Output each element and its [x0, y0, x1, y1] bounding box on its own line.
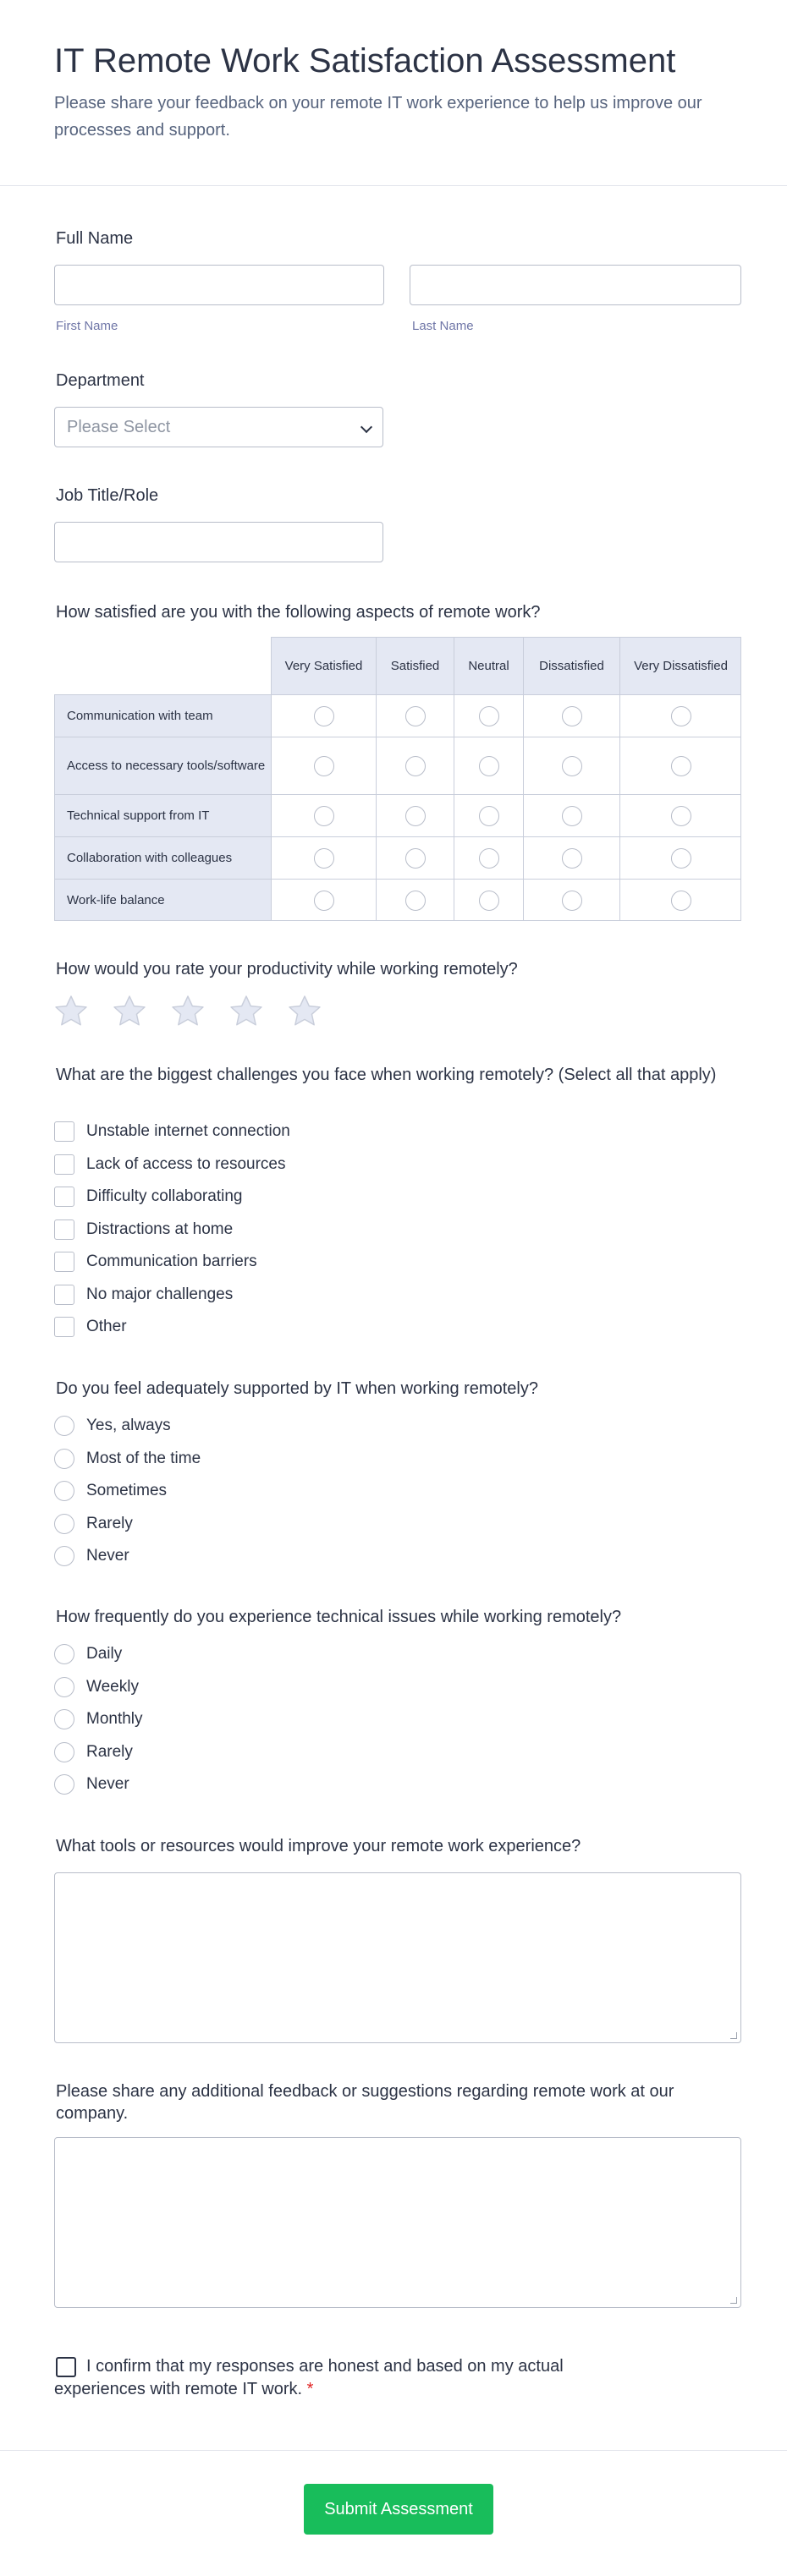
- option-label: Communication barriers: [86, 1252, 257, 1270]
- checkbox[interactable]: [54, 1121, 74, 1142]
- option-label: Lack of access to resources: [86, 1154, 286, 1173]
- form-subtitle: Please share your feedback on your remote IT work experience to help us improve our processes and support.: [54, 94, 702, 140]
- checkbox-option[interactable]: [54, 1316, 127, 1338]
- star-icon[interactable]: [52, 993, 90, 1030]
- full-name-label: Full Name: [56, 229, 134, 248]
- option-label: Never: [86, 1775, 129, 1793]
- checkbox-option[interactable]: [54, 1186, 242, 1208]
- radio-option[interactable]: [54, 1773, 129, 1795]
- option-label: Sometimes: [86, 1482, 168, 1499]
- checkbox-option[interactable]: [54, 1284, 233, 1306]
- checkbox[interactable]: [54, 1252, 74, 1272]
- matrix-row-text: Technical support from IT: [67, 808, 210, 823]
- last-name-input[interactable]: [410, 265, 741, 305]
- star-icon[interactable]: [169, 993, 206, 1030]
- radio-button[interactable]: [54, 1709, 74, 1729]
- frequency-question: How frequently do you experience technical issues while working remotely?: [56, 1608, 622, 1626]
- form-header: [0, 0, 787, 186]
- radio-option[interactable]: [54, 1415, 171, 1437]
- radio-button[interactable]: [54, 1677, 74, 1697]
- checkbox-option[interactable]: [54, 1251, 257, 1273]
- option-label: Daily: [86, 1645, 123, 1663]
- confirm-text: I confirm that my responses are honest and based on my actual experiences with remote IT work.: [54, 2357, 564, 2398]
- productivity-question: How would you rate your productivity while working remotely?: [56, 960, 518, 978]
- first-name-sublabel: First Name: [56, 319, 118, 333]
- checkbox[interactable]: [54, 1187, 74, 1207]
- radio-option[interactable]: [54, 1643, 122, 1665]
- option-label: Monthly: [86, 1710, 143, 1728]
- support-question: Do you feel adequately supported by IT when working remotely?: [56, 1379, 538, 1398]
- option-label: Difficulty collaborating: [86, 1187, 243, 1205]
- feedback-question: Please share any additional feedback or suggestions regarding remote work at our company.: [56, 2082, 674, 2123]
- footer-divider: [0, 2450, 787, 2451]
- last-name-sublabel: Last Name: [412, 319, 474, 333]
- department-label: Department: [56, 371, 145, 390]
- matrix-row-text: Communication with team: [67, 709, 213, 723]
- option-label: Most of the time: [86, 1449, 201, 1467]
- checkbox[interactable]: [54, 1154, 74, 1175]
- submit-button[interactable]: Submit Assessment: [304, 2484, 493, 2535]
- first-name-input[interactable]: [54, 265, 384, 305]
- form-title: IT Remote Work Satisfaction Assessment: [54, 42, 676, 79]
- chevron-down-icon: [360, 421, 372, 433]
- option-label: Unstable internet connection: [86, 1122, 290, 1140]
- radio-button[interactable]: [54, 1644, 74, 1664]
- option-label: No major challenges: [86, 1285, 234, 1303]
- tools-question: What tools or resources would improve your remote work experience?: [56, 1837, 581, 1855]
- radio-option[interactable]: [54, 1676, 139, 1698]
- resize-handle-icon[interactable]: [730, 2297, 737, 2304]
- option-label: Distractions at home: [86, 1219, 234, 1238]
- matrix-column-label: Satisfied: [390, 659, 440, 673]
- star-icon[interactable]: [111, 993, 148, 1030]
- radio-button[interactable]: [54, 1774, 74, 1795]
- checkbox-option[interactable]: [54, 1154, 286, 1176]
- option-label: Yes, always: [86, 1417, 171, 1434]
- option-label: Weekly: [86, 1677, 139, 1696]
- matrix-column-label: Very Dissatisfied: [634, 659, 728, 673]
- matrix-column-label: Dissatisfied: [539, 659, 604, 673]
- radio-option[interactable]: [54, 1448, 201, 1470]
- job-title-input[interactable]: [54, 522, 383, 562]
- job-title-label: Job Title/Role: [56, 486, 159, 505]
- radio-option[interactable]: [54, 1741, 133, 1763]
- matrix-row-text: Access to necessary tools/software: [67, 759, 266, 773]
- challenges-question: What are the biggest challenges you face when working remotely? (Select all that apply): [56, 1066, 717, 1084]
- radio-button[interactable]: [54, 1742, 74, 1762]
- option-label: Other: [86, 1318, 127, 1335]
- radio-button[interactable]: [54, 1416, 74, 1436]
- radio-option[interactable]: [54, 1480, 167, 1502]
- option-label: Rarely: [86, 1514, 133, 1532]
- checkbox[interactable]: [54, 1219, 74, 1240]
- option-label: Never: [86, 1547, 129, 1565]
- radio-button[interactable]: [54, 1449, 74, 1469]
- matrix-column-label: Very Satisfied: [284, 659, 363, 673]
- radio-button[interactable]: [54, 1481, 74, 1501]
- confirm-label: [54, 2355, 647, 2401]
- radio-option[interactable]: [54, 1513, 133, 1535]
- star-icon[interactable]: [286, 993, 323, 1030]
- satisfaction-matrix: [54, 637, 741, 921]
- matrix-corner: [53, 636, 271, 694]
- option-label: Rarely: [86, 1742, 133, 1761]
- checkbox[interactable]: [54, 1285, 74, 1305]
- checkbox-option[interactable]: [54, 1219, 233, 1241]
- checkbox-option[interactable]: [54, 1121, 290, 1143]
- radio-option[interactable]: [54, 1545, 129, 1567]
- radio-button[interactable]: [54, 1546, 74, 1566]
- tools-textarea[interactable]: [54, 1872, 741, 2043]
- resize-handle-icon[interactable]: [730, 2032, 737, 2039]
- matrix-question: How satisfied are you with the following aspects of remote work?: [56, 603, 541, 622]
- feedback-textarea[interactable]: [54, 2137, 741, 2308]
- checkbox[interactable]: [54, 1317, 74, 1337]
- required-mark: *: [306, 2380, 314, 2398]
- matrix-column-label: Neutral: [468, 659, 509, 673]
- radio-option[interactable]: [54, 1708, 143, 1730]
- matrix-row-text: Collaboration with colleagues: [67, 851, 233, 865]
- department-select[interactable]: [54, 407, 383, 447]
- department-select-value: Please Select: [67, 418, 171, 436]
- radio-button[interactable]: [54, 1514, 74, 1534]
- star-icon[interactable]: [228, 993, 265, 1030]
- matrix-row-text: Work-life balance: [67, 893, 165, 907]
